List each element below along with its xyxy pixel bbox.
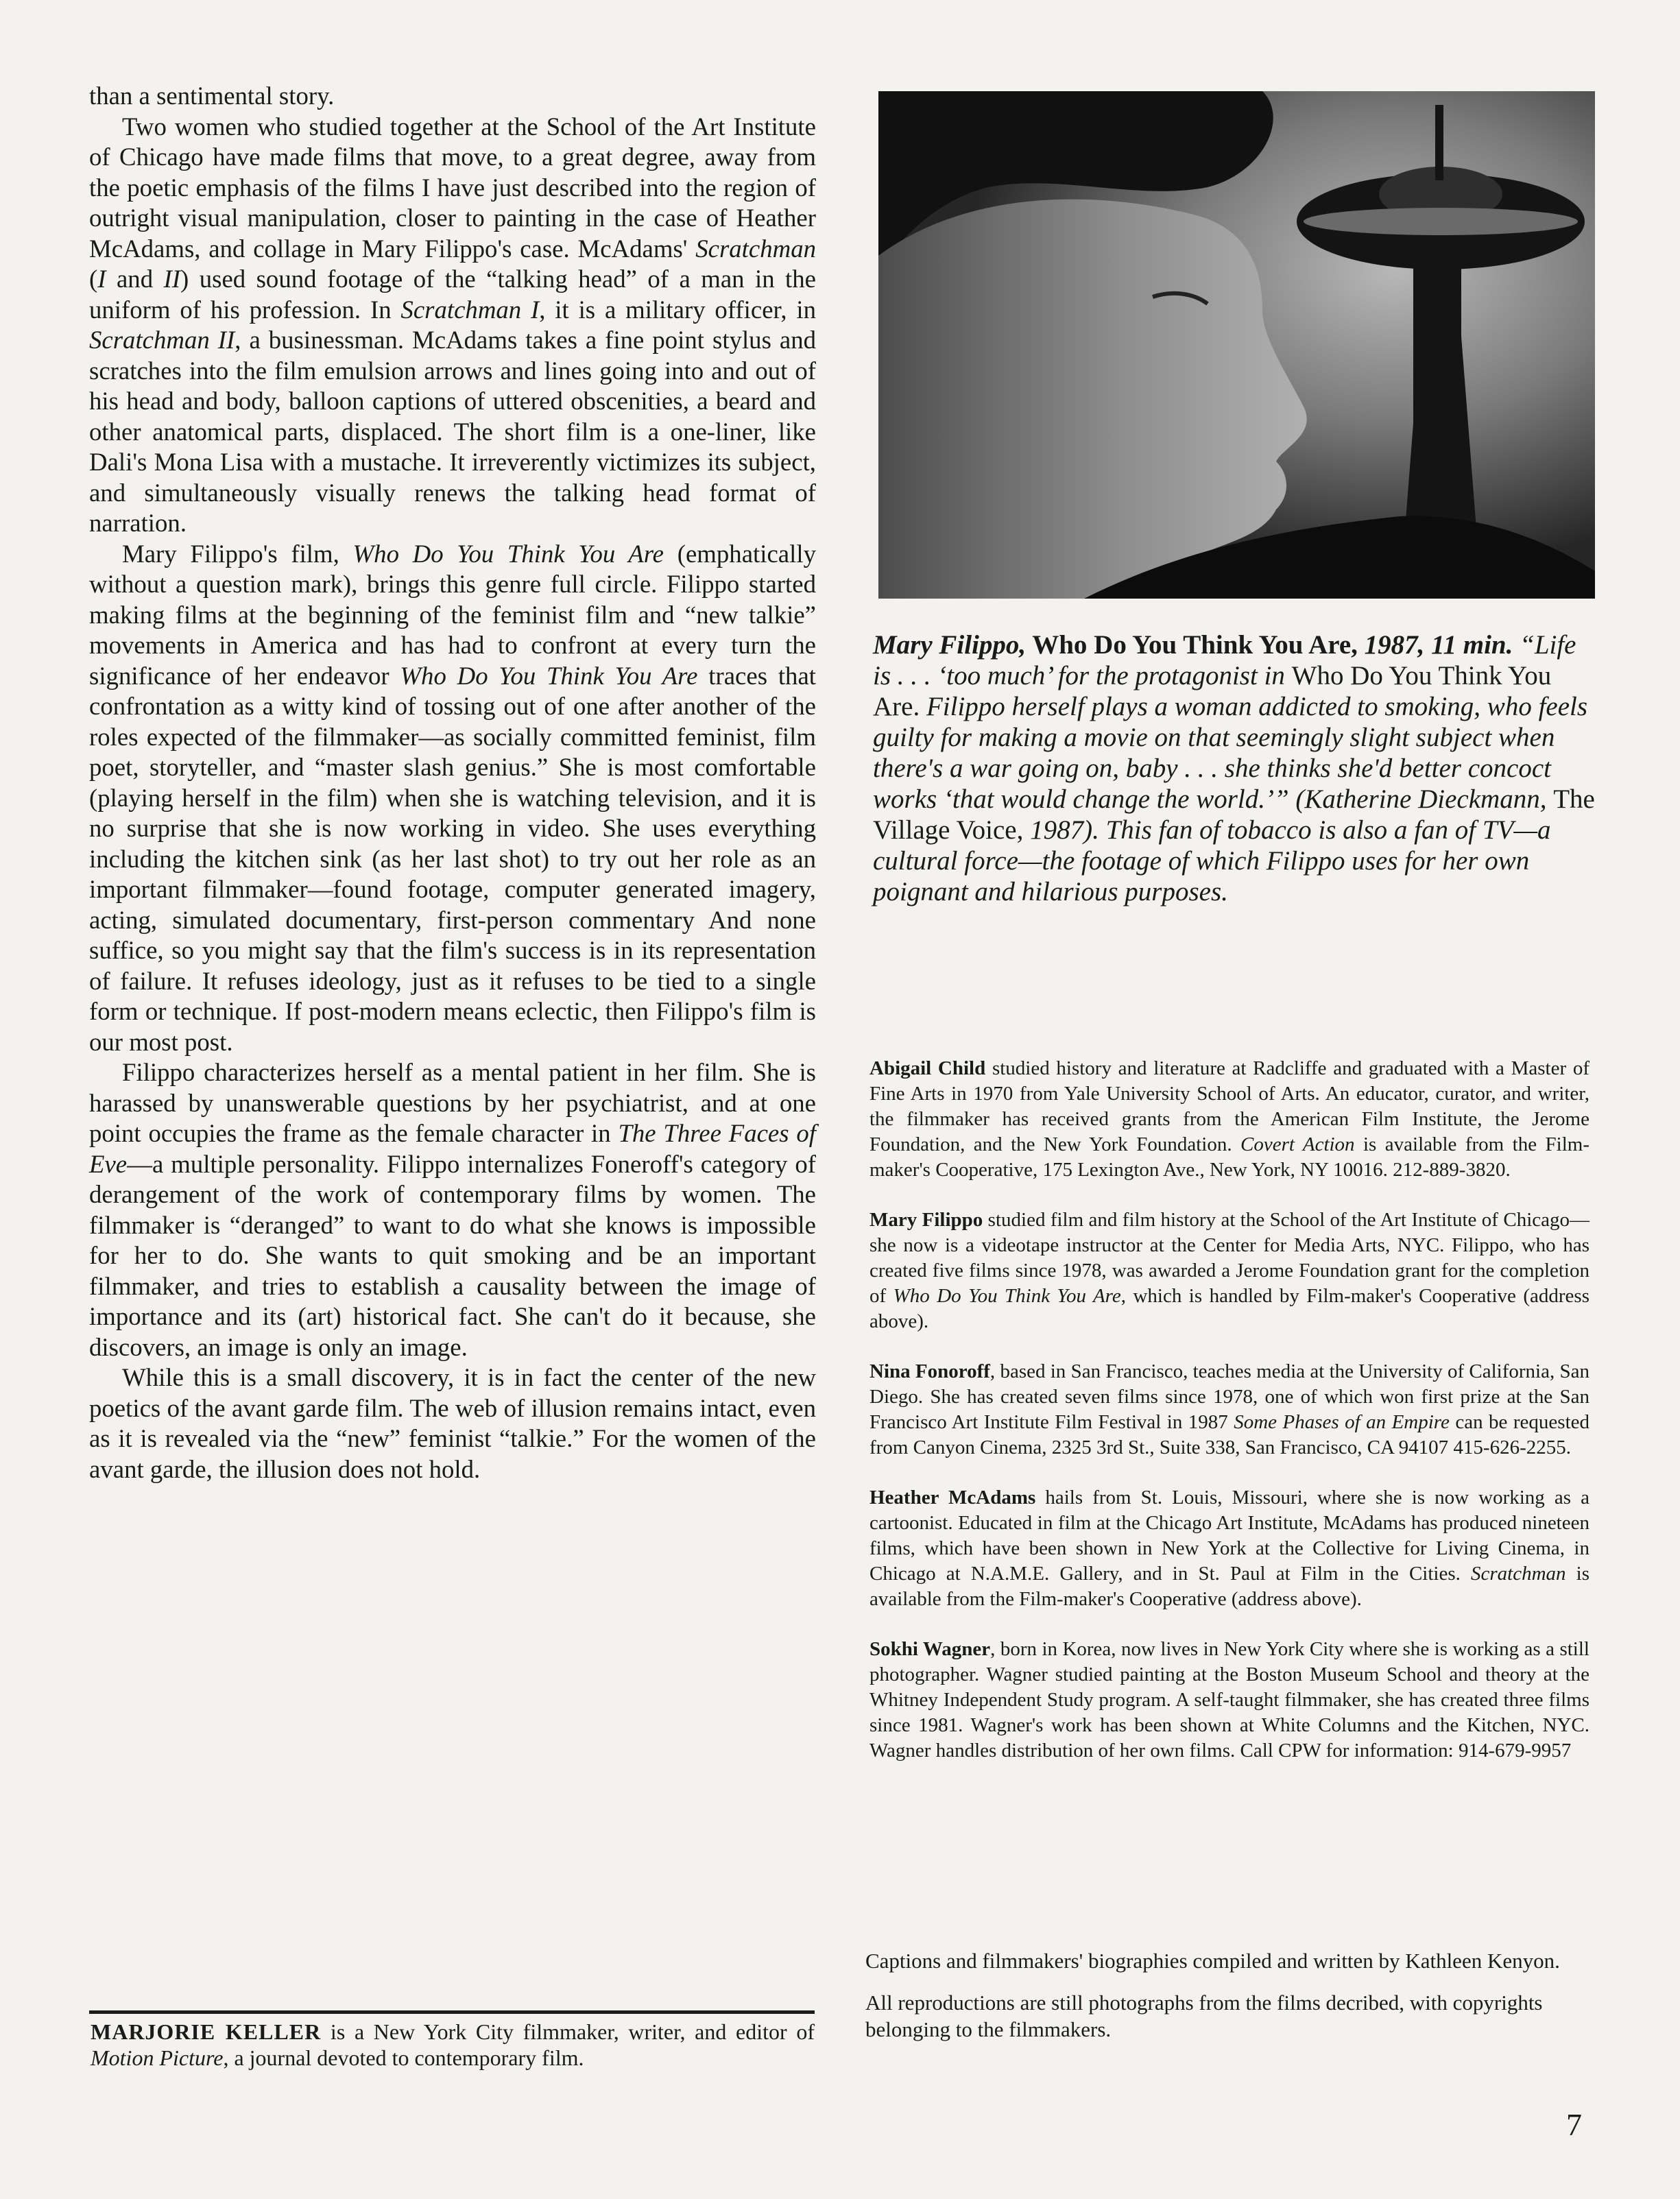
bio-text: studied film and film history at the School of the Art Institute of Chicago—she now is a videotape instructor at the Center for Media Arts, NYC. Filippo, who has created five films since 1978, was awarded a Jerome Foundation grant for the completion of	[869, 1209, 1589, 1307]
caption-text: 1987). This fan of tobacco is also a fan of TV—a cultural force—the footage of which Filippo uses for her own poignant and hilarious purposes.	[873, 815, 1551, 906]
essay-column	[89, 81, 816, 1485]
bio-text: studied history and literature at Radcliffe and graduated with a Master of Fine Arts in 1970 from Yale University School of Arts. An educator, curator, and writer, the filmmaker has received grants from the American Film Institute, the Jerome Foundation, and the New York Foundation.	[869, 1057, 1589, 1155]
author-note-text: , a journal devoted to contemporary film.	[223, 2045, 584, 2070]
film-title: I	[97, 265, 106, 293]
film-still-photo	[878, 91, 1595, 599]
bio-entry	[869, 1056, 1589, 1183]
film-title: Scratchman I	[400, 295, 540, 324]
credits	[865, 1947, 1592, 2058]
caption-film-title: Who Do You Think You Are,	[1026, 630, 1358, 660]
bio-name: Abigail Child	[869, 1057, 986, 1079]
bio-text: , based in San Francisco, teaches media at the University of California, San Diego. She has created seven films since 1978, one of which won first prize at the San Francisco Art Institute Film Festival in 1987	[869, 1360, 1590, 1433]
bio-text: is available from the Film-maker's Cooperative, 175 Lexington Ave., New York, NY 10016. 212-889-3820.	[869, 1133, 1589, 1181]
bio-name: Sokhi Wagner	[869, 1638, 991, 1660]
bio-text: , born in Korea, now lives in New York City where she is working as a still photographer. Wagner studied painting at the Boston Museum School and theory at the Whitney Independent Study program. A self-taught filmmaker, she has created three films since 1981. Wagner's work has been shown at White Columns and the Kitchen, NYC. Wagner handles distribution of her own films. Call CPW for information: 914-679-9957	[869, 1638, 1589, 1762]
caption-source: The Village Voice,	[873, 784, 1595, 845]
page-number: 7	[1566, 2107, 1582, 2142]
essay-text: (emphatically without a question mark), brings this genre full circle. Filippo started making films at the beginning of the feminist film and “new talkie” movements in America and has had to confront at every turn the significance of her endeavor	[89, 539, 816, 690]
bio-film-title: Scratchman	[1471, 1563, 1566, 1585]
essay-paragraph	[89, 1362, 816, 1485]
essay-text: Two women who studied together at the School of the Art Institute of Chicago have made films that move, to a great degree, away from the poetic emphasis of the films I have just described into the region of outright visual manipulation, closer to painting in the case of Heather McAdams, and collage in Mary Filippo's case. McAdams'	[89, 112, 816, 263]
film-still-image	[878, 91, 1595, 599]
essay-paragraph	[89, 1057, 816, 1362]
film-title: Who Do You Think You Are	[352, 539, 664, 568]
caption-text: “Life is . . . ‘too much’ for the protagonist in	[873, 630, 1576, 690]
essay-text: While this is a small discovery, it is in fact the center of the new poetics of the avant garde film. The web of illusion remains intact, even as it is revealed via the “new” feminist “talkie.” For the women of the avant garde, the illusion does not hold.	[89, 1363, 816, 1483]
essay-paragraph	[89, 81, 816, 112]
bio-film-title: Who Do You Think You Are	[893, 1285, 1121, 1307]
essay-paragraph	[89, 112, 816, 539]
bio-text: can be requested from Canyon Cinema, 2325 3rd St., Suite 338, San Francisco, CA 94107 415-626-2255.	[869, 1411, 1589, 1458]
bio-name: Heather McAdams	[869, 1487, 1036, 1509]
photo-caption	[873, 629, 1600, 907]
film-title: Scratchman II	[89, 326, 235, 354]
caption-filmmaker: Mary Filippo,	[873, 630, 1027, 660]
essay-text: Filippo characterizes herself as a mental patient in her film. She is harassed by unanswerable questions by her psychiatrist, and at one point occupies the frame as the female character in	[89, 1058, 816, 1147]
essay-text: , it is a military officer, in	[539, 295, 816, 324]
bio-text: hails from St. Louis, Missouri, where she is now working as a cartoonist. Educated in film at the Chicago Art Institute, McAdams has produced nineteen films, which have been shown in New York at the Collective for Living Cinema, in Chicago at N.A.M.E. Gallery, and in St. Paul at Film in the Cities.	[869, 1487, 1589, 1585]
film-title: II	[163, 265, 181, 293]
essay-text: and	[106, 265, 164, 293]
essay-text: , a businessman. McAdams takes a fine point stylus and scratches into the film emulsion arrows and lines going into and out of his head and body, balloon captions of uttered obscenities, a beard and other anatomical parts, displaced. The short film is a one-liner, like Dali's Mona Lisa with a mustache. It irreverently victimizes its subject, and simultaneously visually renews the talking head format of narration.	[89, 326, 816, 537]
author-note-divider	[89, 2010, 815, 2014]
bio-entry	[869, 1637, 1589, 1764]
essay-text: (	[89, 265, 98, 293]
caption-film-title: Who Do You Think You Are.	[873, 661, 1552, 721]
credits-line: All reproductions are still photographs from the films decribed, with copyrights belonging to the filmmakers.	[865, 1991, 1543, 2041]
author-note-text: is a New York City filmmaker, writer, and editor of	[321, 2019, 815, 2044]
essay-text: ) used sound footage of the “talking head” of a man in the uniform of his profession. In	[89, 265, 817, 324]
bio-entry	[869, 1485, 1589, 1612]
bio-film-title: Covert Action	[1240, 1133, 1355, 1155]
bio-name: Mary Filippo	[869, 1209, 983, 1231]
bio-name: Nina Fonoroff	[869, 1360, 990, 1382]
caption-year-length: 1987, 11 min.	[1357, 630, 1513, 660]
bio-text: is available from the Film-maker's Cooperative (address above).	[869, 1563, 1590, 1610]
bio-film-title: Some Phases of an Empire	[1234, 1411, 1450, 1433]
film-title: The Three Faces of Eve	[89, 1119, 816, 1178]
essay-text: —a multiple personality. Filippo internalizes Foneroff's category of derangement of the work of contemporary films by women. The filmmaker is “deranged” to want to do what she knows is impossible for her to do. She wants to quit smoking and be an important filmmaker, and tries to establish a causality between the image of importance and its (art) historical fact. She can't do it because, she discovers, an image is only an image.	[89, 1149, 816, 1361]
credits-line: Captions and filmmakers' biographies compiled and written by Kathleen Kenyon.	[865, 1949, 1560, 1973]
author-note	[91, 2019, 815, 2071]
film-title: Who Do You Think You Are	[400, 661, 698, 690]
film-title: Scratchman	[695, 234, 816, 263]
essay-text: Mary Filippo's film,	[122, 539, 353, 568]
essay-text: traces that confrontation as a witty kind of tossing out of one after another of the roles expected of the filmmaker—as socially committed feminist, film poet, storyteller, and “master slash genius.” She is most comfortable (playing herself in the film) when she is watching television, and it is no surprise that she is now working in video. She uses everything including the kitchen sink (as her last shot) to try out her role as an important filmmaker—found footage, computer generated imagery, acting, simulated documentary, first-person commentary And none suffice, so you might say that the film's success is in its representation of failure. It refuses ideology, just as it refuses to be tied to a single form or technique. If post-modern means eclectic, then Filippo's film is our most post.	[89, 661, 816, 1056]
essay-paragraph	[89, 539, 816, 1058]
caption-text: Filippo herself plays a woman addicted to smoking, who feels guilty for making a movie on that seemingly slight subject when there's a war going on, baby . . . she thinks she'd better concoct works ‘that would change the world.’” (Katherine Dieckmann,	[873, 692, 1588, 814]
bio-entry	[869, 1359, 1589, 1461]
essay-text: than a sentimental story.	[89, 82, 335, 110]
author-name: MARJORIE KELLER	[91, 2019, 322, 2044]
journal-title: Motion Picture	[91, 2045, 224, 2070]
filmmaker-biographies	[869, 1056, 1589, 1788]
bio-text: , which is handled by Film-maker's Cooperative (address above).	[869, 1285, 1589, 1332]
bio-entry	[869, 1207, 1589, 1334]
